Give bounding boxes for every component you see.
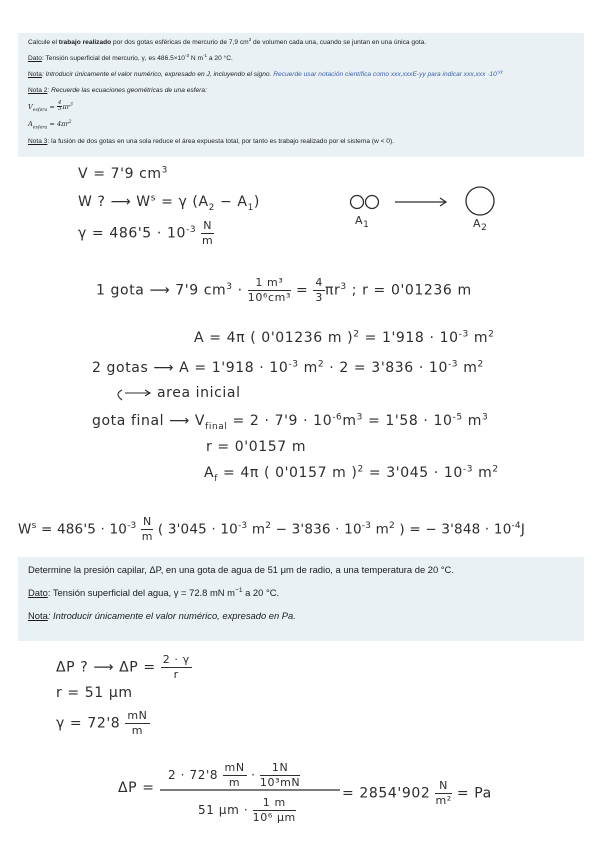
nota-blue-text: Recuerde usar notación científica como xxx,xxxE-yy para indicar xxx,xxx ·10 — [273, 71, 497, 78]
hw-den: m² — [435, 794, 452, 808]
prompt-text: Determine la presión capilar, ΔP, en una gota de agua de 51 μm de radio, a una temperatura de 20 °C. — [28, 564, 454, 575]
hw-text: = 1'58 · 10 — [362, 413, 453, 429]
hw-text: r = 51 μm — [56, 685, 133, 701]
hw-text: m — [371, 521, 389, 538]
hw-sup: 2 — [488, 329, 495, 340]
eq1-lhs: V — [28, 102, 33, 111]
hw-den: 10⁶ μm — [252, 811, 296, 825]
hw-text: πr — [325, 282, 341, 299]
hw-text: gota final ⟶ V — [92, 413, 206, 429]
hw-text: m — [247, 521, 266, 538]
hw-sup: 2 — [388, 521, 395, 532]
hw-text: ΔP = — [118, 780, 155, 796]
hw-num: N — [201, 220, 214, 234]
hw-text: = 4π ( 0'0157 m ) — [217, 465, 358, 481]
eq2-rhs: = 4πr — [49, 120, 69, 128]
hw-text: = 1'918 · 10 — [359, 330, 459, 346]
hw-sup: 2 — [265, 521, 272, 532]
nota-text: : Introducir únicamente el valor numérico, expresado en J, incluyendo el signo. — [41, 71, 274, 78]
hw-sup: -6 — [332, 412, 343, 423]
hw-text: γ = 486'5 · 10 — [78, 225, 186, 242]
hw-text: J — [520, 521, 526, 538]
hw-sub: final — [205, 421, 228, 432]
hw-text: 1 gota ⟶ 7'9 cm — [96, 282, 227, 299]
hw-text: γ = 72'8 — [56, 715, 126, 732]
hw-den: r — [173, 668, 179, 682]
hw-text: m — [468, 330, 489, 346]
hw-sup: 3 — [356, 412, 363, 423]
eq1-den: 3 — [57, 106, 62, 113]
eq1-rhs-sup: 3 — [69, 102, 73, 108]
hw-sup: s — [150, 193, 157, 204]
dato-text: : Tensión superficial del agua, γ = 72.8 mN m — [47, 587, 235, 598]
hw-text: = 486'5 · 10 — [36, 521, 128, 538]
hw-text: ( 3'045 · 10 — [153, 521, 238, 538]
dato-units-sup: -1 — [202, 52, 208, 58]
dato-label: Dato — [28, 587, 48, 598]
hw-sup: 2 — [492, 464, 499, 475]
hw-sup: -3 — [237, 521, 248, 532]
hw-text: 51 μm · — [198, 803, 253, 818]
eq1-num: 4 — [57, 100, 62, 106]
dato-sup: -3 — [184, 52, 190, 58]
hw-sub: 2 — [481, 223, 488, 234]
hw-text: m — [473, 465, 493, 481]
prompt-bold: trabajo realizado — [58, 39, 112, 46]
hw-sup: 2 — [317, 359, 325, 370]
hw-fraction — [435, 780, 451, 807]
hw-text: r = 0'0157 m — [206, 439, 307, 455]
hw-sup: -3 — [447, 359, 459, 370]
hw-text: ) — [253, 194, 260, 210]
hw-text: ; r = 0'01236 m — [346, 282, 472, 299]
hw-sup: 3 — [226, 281, 233, 292]
hw-text: area inicial — [157, 385, 241, 401]
hw-sup: 3 — [340, 281, 347, 292]
prompt-text: Calcule el — [28, 39, 59, 46]
hw-text: W ? ⟶ W — [78, 194, 151, 210]
eq2-lhs: A — [28, 120, 33, 128]
hw-pressure-denominator — [198, 797, 296, 824]
hw-text: m — [298, 360, 318, 376]
dato-label: Dato — [28, 55, 42, 62]
hw-sub: 1 — [363, 220, 370, 231]
hw-sup: -3 — [462, 464, 474, 475]
hw-text: A — [204, 465, 215, 481]
hw-text: = 2 · 7'9 · 10 — [227, 413, 333, 429]
hw-text: = 2854'902 — [342, 785, 436, 802]
hw-text: 2 gotas ⟶ A = 1'918 · 10 — [92, 360, 289, 376]
nota-label: Nota — [28, 71, 42, 78]
hw-sup: -5 — [452, 412, 463, 423]
hw-den: m — [131, 724, 144, 738]
nota-label: Nota — [28, 610, 48, 621]
hw-sup: 2 — [477, 359, 484, 370]
hw-text: m — [458, 360, 478, 376]
hw-num: 2 · γ — [161, 654, 192, 668]
hw-den: 10⁶cm³ — [247, 291, 291, 305]
hw-sup: 2 — [353, 329, 360, 340]
prompt-sup: 3 — [248, 36, 252, 42]
eq2-rhs-sup: 2 — [68, 119, 72, 125]
hw-one-drop-line: 1 gota ⟶ 7'9 $cm^3$ · $\frac{\text{1 m³}}{\text{10⁶cm³}}$ = $\frac{4}{3}$ $\pi r^3$ ; r = 0'01236 m — [96, 276, 472, 305]
hw-den: m — [141, 530, 153, 544]
hw-text: m — [462, 413, 483, 429]
hw-den: m — [228, 776, 241, 790]
hw-sup: 3 — [482, 412, 489, 423]
hw-num: N — [435, 780, 451, 794]
hw-text: = γ (A — [156, 194, 209, 210]
hw-text: 2 · 72'8 — [168, 768, 223, 783]
hw-text: = Pa — [451, 785, 492, 802]
nota2-text: : Recuerde las ecuaciones geométricas de una esfera: — [47, 87, 207, 94]
hw-sub: f — [214, 473, 218, 484]
nota3-text: : la fusión de dos gotas en una sola reduce el área expuesta total, por tanto es trabajo realizado por el sistema (w < 0). — [47, 138, 394, 145]
dato-units: N m — [189, 55, 203, 62]
nota-blue-sup: -yy — [496, 68, 503, 74]
hw-text: V = 7'9 cm — [78, 166, 162, 182]
hw-sup: -3 — [288, 359, 299, 370]
hw-sub: 1 — [247, 202, 254, 213]
hw-den: m — [201, 234, 214, 248]
hw-num: 1N — [260, 762, 300, 776]
hw-pressure-result — [342, 780, 492, 807]
hw-text: − A — [214, 194, 248, 210]
sphere-volume-formula: $V_{esfera}$ = $\frac{4}{3}$ $\pi r^3$ — [28, 100, 73, 114]
hw-num: 4 — [313, 277, 325, 291]
hw-text: · 2 = 3'836 · 10 — [324, 360, 448, 376]
dato-text: : Tensión superficial del mercurio, γ, es 486.5×10 — [41, 55, 185, 62]
hw-num: N — [141, 516, 153, 530]
hw-text: · — [246, 768, 260, 783]
hw-den: 3 — [315, 291, 324, 305]
dato-sup: −1 — [234, 586, 243, 594]
prompt-end: de volumen cada una, cuando se juntan en una única gota. — [251, 39, 427, 46]
hw-text: − 3'836 · 10 — [271, 521, 362, 538]
hw-text: W — [18, 521, 32, 538]
dato-end: a 20 °C. — [242, 587, 280, 598]
eq1-sub: esfera — [32, 108, 48, 114]
hw-sup: -3 — [361, 521, 372, 532]
prompt-text-2: por dos gotas esféricas de mercurio de 7,9 cm — [111, 39, 249, 46]
hw-text: = 3'045 · 10 — [363, 465, 463, 481]
dato-end: a 20 °C. — [207, 55, 233, 62]
hw-text: ΔP ? ⟶ ΔP = — [56, 659, 161, 676]
hw-text: A — [473, 217, 482, 230]
hw-sup: -3 — [458, 329, 469, 340]
hw-sup: 2 — [357, 464, 364, 475]
hw-num: 1 m — [253, 797, 296, 811]
hw-num: mN — [125, 710, 149, 724]
eq2-sub: esfera — [32, 125, 48, 131]
hw-num: mN — [223, 762, 247, 776]
hw-sup: s — [31, 521, 37, 532]
hw-sub: 2 — [208, 202, 215, 213]
hw-den: 10³mN — [259, 776, 301, 790]
hw-text: ) = − 3'848 · 10 — [394, 521, 512, 538]
hw-sup: 3 — [161, 165, 168, 176]
nota2-label: Nota 2 — [28, 87, 48, 94]
hw-text: m — [342, 413, 357, 429]
nota3-label: Nota 3 — [28, 138, 48, 145]
hw-sup: -3 — [185, 224, 197, 235]
hw-sup: -4 — [511, 521, 521, 532]
hw-text: = — [290, 282, 314, 299]
hw-num: 1 m³ — [248, 277, 291, 291]
hw-sup: -3 — [127, 521, 137, 532]
hw-text: A — [355, 214, 364, 227]
nota-text: : Introducir únicamente el valor numérico, expresado en Pa. — [47, 610, 296, 621]
hw-fraction — [253, 797, 296, 824]
eq1-rhs: πr — [62, 102, 70, 111]
hw-text: A = 4π ( 0'01236 m ) — [194, 330, 354, 346]
